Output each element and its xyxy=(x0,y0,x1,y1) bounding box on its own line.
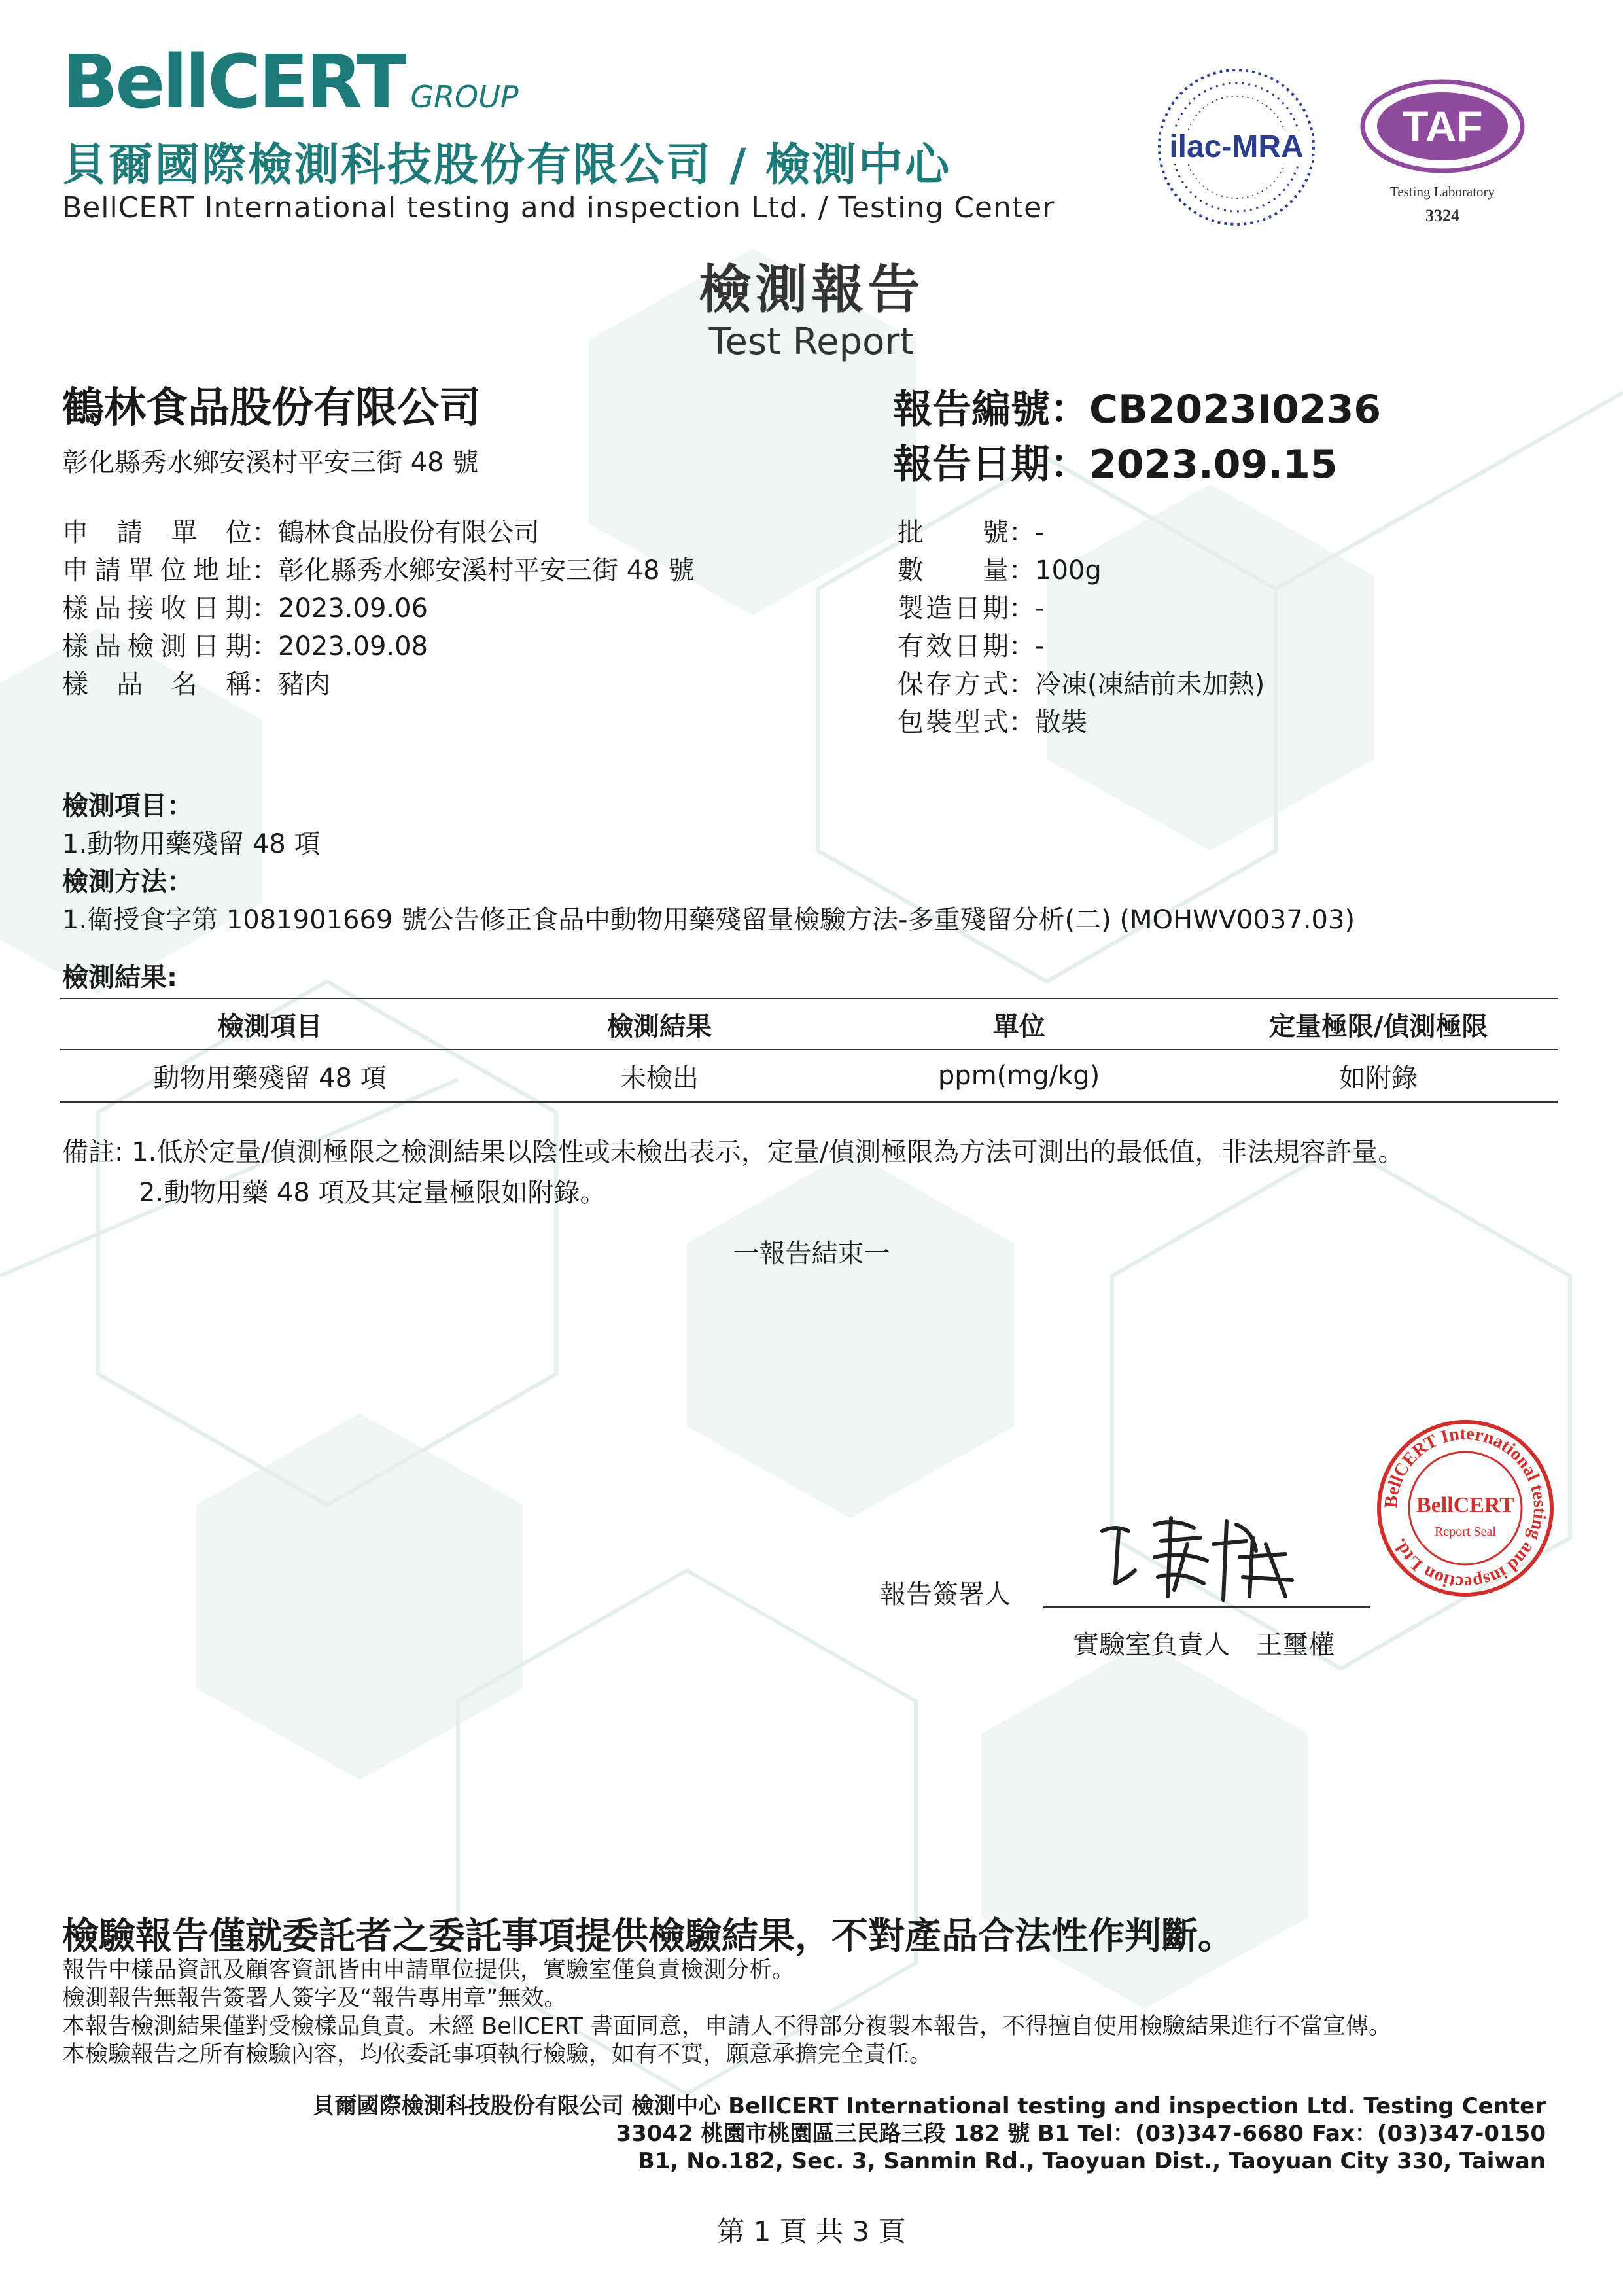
column-header: 單位 xyxy=(839,998,1199,1050)
info-value: ：100g xyxy=(1009,556,1102,586)
notes xyxy=(62,1132,1404,1213)
info-label: 批號 xyxy=(898,518,1009,548)
info-row xyxy=(898,590,1265,627)
info-label: 有效日期 xyxy=(898,631,1009,662)
disclaimer-line: 檢測報告無報告簽署人簽字及“報告專用章”無效。 xyxy=(62,1985,567,2011)
info-label: 樣品名稱 xyxy=(62,669,252,699)
report-end-mark: 一報告結束一 xyxy=(733,1239,890,1269)
info-row xyxy=(62,552,694,590)
svg-text:Testing Laboratory: Testing Laboratory xyxy=(1389,184,1495,200)
notes-line-2: 2.動物用藥 48 項及其定量極限如附錄。 xyxy=(139,1178,606,1208)
footer-line: B1, No.182, Sec. 3, Sanmin Rd., Taoyuan Dist., Taoyuan City 330, Taiwan xyxy=(637,2148,1546,2174)
svg-text:BellCERT: BellCERT xyxy=(1416,1493,1514,1517)
info-label: 保存方式 xyxy=(898,669,1009,699)
report-title-en: Test Report xyxy=(708,321,915,363)
company-name-en: BellCERT International testing and inspection Ltd. / Testing Center xyxy=(62,191,1055,224)
report-seal-stamp xyxy=(1374,1417,1557,1600)
disclaimer-line: 本檢驗報告之所有檢驗內容，均依委託事項執行檢驗，如有不實，願意承擔完全責任。 xyxy=(62,2041,933,2068)
taf-logo xyxy=(1357,77,1527,234)
disclaimer-line: 本報告檢測結果僅對受檢樣品負責。未經 BellCERT 書面同意，申請人不得部分複製本報告，不得擅自使用檢驗結果進行不當宣傳。 xyxy=(62,2013,1391,2040)
info-label: 包裝型式 xyxy=(898,707,1009,737)
info-value: ：- xyxy=(1009,593,1045,624)
info-row xyxy=(898,665,1265,703)
info-row xyxy=(62,590,694,627)
info-label: 製造日期 xyxy=(898,593,1009,624)
notes-line-1: 1.低於定量/偵測極限之檢測結果以陰性或未檢出表示，定量/偵測極限為方法可測出的最低值，非法規容許量。 xyxy=(131,1137,1405,1167)
svg-text:BellCERT International testing: BellCERT International testing and inspection Ltd. xyxy=(1380,1423,1550,1593)
sample-info-left xyxy=(62,514,694,703)
notes-label: 備註: xyxy=(62,1137,124,1167)
info-label: 樣品接收日期 xyxy=(62,593,252,624)
report-title-zh: 檢測報告 xyxy=(699,259,924,320)
info-value: ：散裝 xyxy=(1009,707,1087,737)
info-row xyxy=(898,627,1265,665)
logo-wordmark: BellCERT xyxy=(62,40,404,125)
info-label: 申請單位 xyxy=(62,518,252,548)
table-cell: 未檢出 xyxy=(480,1050,839,1102)
disclaimer-text xyxy=(62,1956,1391,2069)
info-row xyxy=(898,552,1265,590)
info-row xyxy=(898,514,1265,552)
results-table xyxy=(60,998,1558,1103)
client-name: 鶴林食品股份有限公司 xyxy=(62,384,481,433)
report-date: 報告日期：2023.09.15 xyxy=(893,442,1338,487)
test-method-value: 1.衛授食字第 1081901669 號公告修正食品中動物用藥殘留量檢驗方法-多重殘留分析(二) (MOHWV0037.03) xyxy=(62,905,1355,935)
info-row xyxy=(62,665,694,703)
signatory-label: 報告簽署人 xyxy=(880,1580,1011,1610)
svg-text:3324: 3324 xyxy=(1425,206,1459,225)
test-items-value: 1.動物用藥殘留 48 項 xyxy=(62,829,321,859)
table-cell: 動物用藥殘留 48 項 xyxy=(60,1050,480,1102)
info-row xyxy=(62,514,694,552)
svg-text:TAF: TAF xyxy=(1402,102,1483,150)
footer-contact xyxy=(313,2093,1546,2175)
column-header: 檢測項目 xyxy=(60,998,480,1050)
info-value: ：冷凍(凍結前未加熱) xyxy=(1009,669,1265,699)
info-value: ：豬肉 xyxy=(252,669,330,699)
svg-text:Report Seal: Report Seal xyxy=(1435,1525,1496,1539)
column-header: 檢測結果 xyxy=(480,998,839,1050)
handwritten-signature xyxy=(1089,1505,1305,1610)
client-address: 彰化縣秀水鄉安溪村平安三街 48 號 xyxy=(62,448,479,478)
logo-group-text: GROUP xyxy=(410,79,519,115)
info-value: ：鶴林食品股份有限公司 xyxy=(252,518,540,548)
table-header-row xyxy=(60,998,1558,1050)
signature-line xyxy=(1043,1606,1370,1608)
info-label: 申請單位地址 xyxy=(62,556,252,586)
test-items-heading: 檢測項目： xyxy=(62,791,193,821)
info-value: ：- xyxy=(1009,631,1045,662)
test-method-heading: 檢測方法： xyxy=(62,867,193,897)
table-row xyxy=(60,1050,1558,1102)
disclaimer-line: 報告中樣品資訊及顧客資訊皆由申請單位提供，實驗室僅負責檢測分析。 xyxy=(62,1957,795,1983)
sample-info-right xyxy=(898,514,1265,741)
signatory-name: 實驗室負責人 王璽權 xyxy=(1073,1630,1335,1660)
info-label: 數量 xyxy=(898,556,1009,586)
info-row xyxy=(898,703,1265,741)
info-value: ：2023.09.08 xyxy=(252,631,428,662)
info-value: ：- xyxy=(1009,518,1045,548)
company-name-zh: 貝爾國際檢測科技股份有限公司 / 檢測中心 xyxy=(62,139,952,191)
page-number: 第 1 頁 共 3 頁 xyxy=(717,2216,906,2248)
info-value: ：2023.09.06 xyxy=(252,593,428,624)
report-number: 報告編號：CB2023I0236 xyxy=(893,387,1382,433)
column-header: 定量極限/偵測極限 xyxy=(1198,998,1558,1050)
svg-text:ilac-MRA: ilac-MRA xyxy=(1169,130,1304,164)
info-label: 樣品檢測日期 xyxy=(62,631,252,662)
test-results-heading: 檢測結果: xyxy=(62,963,177,993)
disclaimer-heading: 檢驗報告僅就委託者之委託事項提供檢驗結果，不對產品合法性作判斷。 xyxy=(62,1915,1234,1958)
info-row xyxy=(62,627,694,665)
bellcert-logo xyxy=(62,40,519,125)
info-value: ：彰化縣秀水鄉安溪村平安三街 48 號 xyxy=(252,556,695,586)
table-cell: 如附錄 xyxy=(1198,1050,1558,1102)
footer-line: 貝爾國際檢測科技股份有限公司 檢測中心 BellCERT International testing and inspection Ltd. Testing Center xyxy=(312,2093,1546,2119)
table-cell: ppm(mg/kg) xyxy=(839,1050,1199,1102)
ilac-mra-logo xyxy=(1155,65,1318,229)
footer-line: 33042 桃園市桃園區三民路三段 182 號 B1 Tel：(03)347-6680 Fax：(03)347-0150 xyxy=(616,2121,1546,2147)
